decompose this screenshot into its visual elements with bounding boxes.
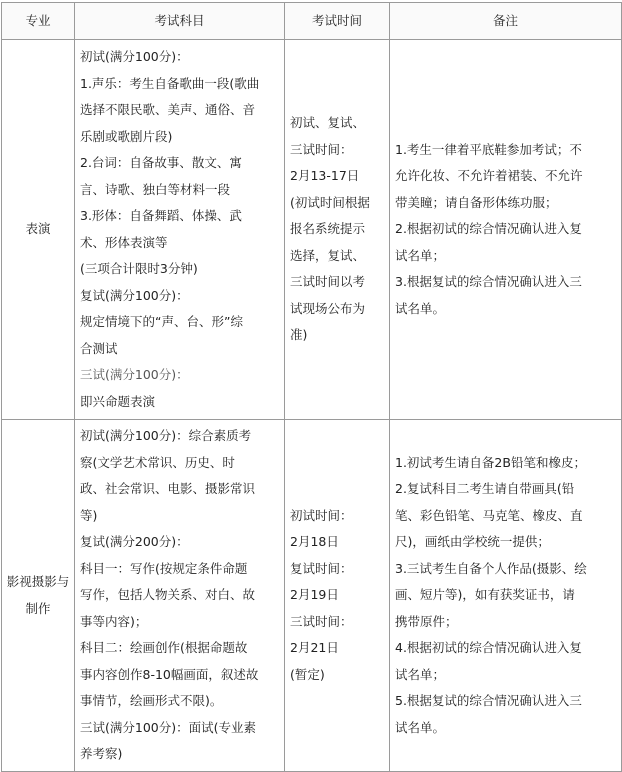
time-line: 选择，复试、 [290, 247, 366, 263]
note-line: 允许化妆、不允许着裙装、不允许 [395, 168, 583, 184]
time-line: 2月18日 [290, 534, 339, 550]
subject-line: 乐剧或歌剧片段) [80, 128, 173, 144]
header-row [2, 3, 622, 40]
time-line: 三试时间： [290, 613, 353, 629]
major-cell [2, 40, 75, 420]
time-line: 试现场公布为 [290, 300, 366, 316]
notes-cell [390, 420, 622, 772]
subject-line: 复试(满分100分)： [80, 287, 189, 303]
note-line: 携带原件； [395, 613, 458, 629]
note-line: 5.根据复试的综合情况确认进入三 [395, 693, 582, 709]
subject-line: 规定情境下的“声、台、形”综 [80, 314, 243, 329]
note-line: 笔、彩色铅笔、马克笔、橡皮、直 [395, 507, 583, 523]
note-line: 试名单； [395, 247, 446, 263]
subject-line: 选择不限民歌、美声、通俗、音 [80, 102, 256, 117]
subject-line: 3.形体：自备舞蹈、体操、武 [80, 208, 242, 223]
note-line: 1.考生一律着平底鞋参加考试；不 [395, 141, 582, 157]
subject-line: 事情节，绘画形式不限)。 [80, 693, 223, 709]
subject-line: 术、形体表演等 [80, 234, 168, 250]
subjects-cell [75, 420, 285, 772]
note-line: 尺)，画纸由学校统一提供； [395, 534, 550, 550]
subject-line: 言、诗歌、独白等材料一段 [80, 181, 231, 197]
header-subjects: 考试科目 [75, 3, 285, 40]
note-line: 3.根据复试的综合情况确认进入三 [395, 274, 582, 290]
note-line: 2.根据初试的综合情况确认进入复 [395, 221, 582, 237]
header-notes: 备注 [390, 3, 622, 40]
note-line: 试名单。 [395, 719, 446, 735]
subjects-cell [75, 40, 285, 420]
note-line: 带美瞳；请自备形体练功服； [395, 194, 558, 210]
subject-line: 政、社会常识、电影、摄影常识 [80, 481, 256, 497]
time-line: 三试时间： [290, 141, 353, 157]
subject-line: 科目一：写作(按规定条件命题 [80, 560, 248, 576]
note-line: 3.三试考生自备个人作品(摄影、绘 [395, 560, 587, 576]
time-line: 2月13-17日 [290, 168, 360, 184]
note-line: 试名单； [395, 666, 446, 682]
note-line: 画、短片等)，如有获奖证书，请 [395, 587, 575, 603]
major-line: 表演 [25, 221, 51, 237]
time-line: 三试时间以考 [290, 274, 366, 290]
subject-line: 科目二：绘画创作(根据命题故 [80, 640, 248, 656]
time-line: 2月19日 [290, 587, 339, 603]
subject-line: 2.台词：自备故事、散文、寓 [80, 155, 242, 170]
time-line: 复试时间： [290, 560, 353, 576]
time-line: 准) [290, 327, 308, 343]
exam-schedule-table [1, 2, 622, 772]
subject-line: 写作，包括人物关系、对白、故 [80, 587, 256, 603]
major-line: 制作 [25, 600, 51, 616]
note-line: 2.复试科目二考生请自带画具(铅 [395, 481, 575, 497]
header-time: 考试时间 [285, 3, 390, 40]
subject-line: (三项合计限时3分钟) [80, 261, 198, 276]
subject-line: 事内容创作8-10幅画面，叙述故 [80, 666, 259, 682]
note-line: 试名单。 [395, 300, 446, 316]
subject-line: 三试(满分100分)：面试(专业素 [80, 719, 256, 735]
subject-line: 1.声乐：考生自备歌曲一段(歌曲 [80, 75, 260, 91]
row-performance [2, 40, 622, 420]
major-cell [2, 420, 75, 772]
subject-line: 初试(满分100分)：综合素质考 [80, 428, 252, 444]
time-line: (暂定) [290, 666, 325, 682]
time-cell [285, 40, 390, 420]
subject-line: 合测试 [80, 340, 118, 356]
time-line: (初试时间根据 [290, 194, 370, 210]
note-line: 1.初试考生请自备2B铅笔和橡皮； [395, 454, 586, 470]
subject-line: 察(文学艺术常识、历史、时 [80, 454, 235, 470]
major-line: 影视摄影与 [6, 574, 70, 589]
time-line: 初试、复试、 [290, 115, 366, 131]
time-line: 初试时间： [290, 507, 353, 523]
subject-line: 三试(满分100分)： [80, 367, 189, 382]
subject-line: 即兴命题表演 [80, 393, 156, 409]
note-line: 4.根据初试的综合情况确认进入复 [395, 640, 582, 656]
time-line: 2月21日 [290, 640, 339, 656]
subject-line: 事等内容)； [80, 613, 148, 629]
time-line: 报名系统提示 [290, 221, 366, 237]
time-cell [285, 420, 390, 772]
row-film-photography [2, 420, 622, 772]
subject-line: 等) [80, 507, 98, 523]
notes-cell [390, 40, 622, 420]
header-major: 专业 [2, 3, 75, 40]
subject-line: 初试(满分100分)： [80, 49, 189, 64]
subject-line: 养考察) [80, 746, 123, 762]
subject-line: 复试(满分200分)： [80, 534, 189, 550]
